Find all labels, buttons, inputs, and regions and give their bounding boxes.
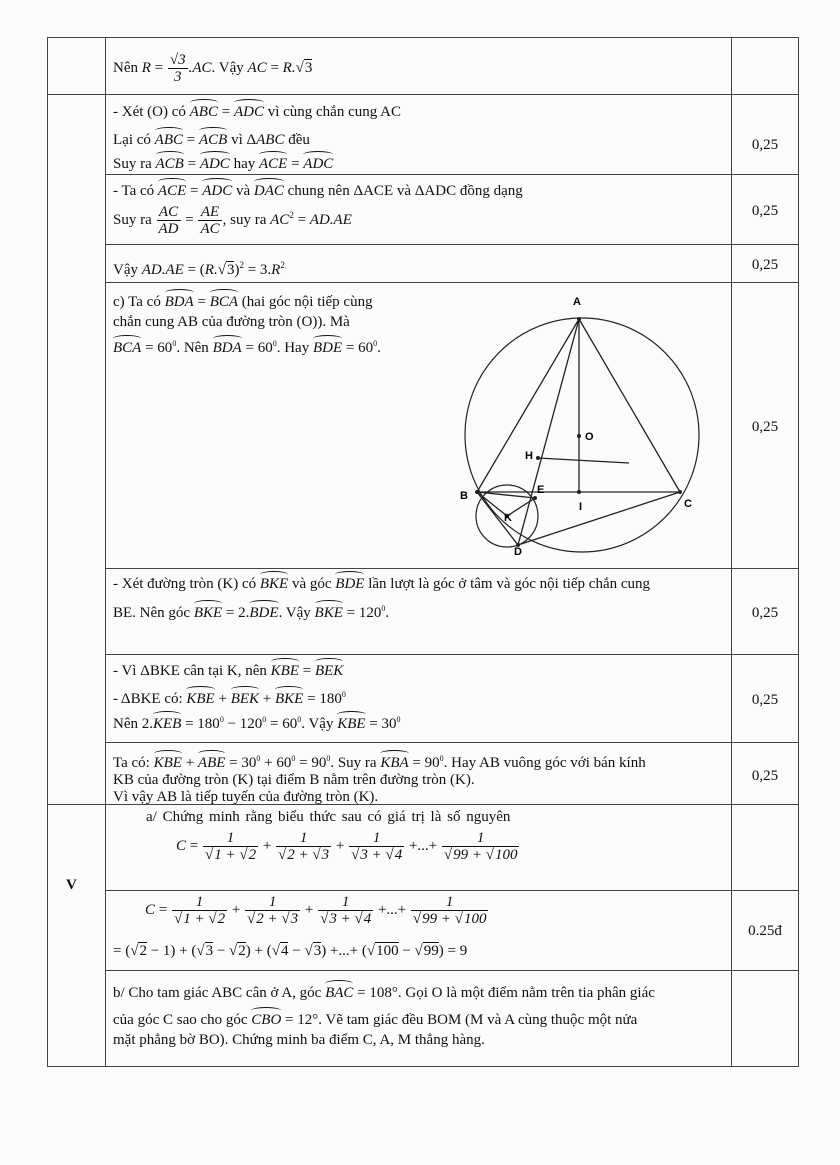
row-7-line-1: - Vì ΔBKE cân tại K, nên KBE = BEK [113, 663, 344, 679]
segment-ac [579, 319, 680, 492]
segment-be [477, 492, 535, 498]
row-10-score: 0.25đ [748, 923, 782, 939]
row-6-line-1: - Xét đường tròn (K) có BKE và góc BDE lần lượt là góc ở tâm và góc nội tiếp chắn cung [113, 576, 651, 592]
row-7-score: 0,25 [751, 692, 779, 708]
row-8-score: 0,25 [751, 768, 779, 784]
row-5-line-1: c) Ta có BDA = BCA (hai góc nội tiếp cùng [113, 294, 373, 310]
row-7-line-3: Nên $2.KEB = 180^0 - 120^0 = 60^0$. Vậy KBE = $30^0$ [113, 715, 401, 732]
label-c: C [684, 498, 692, 510]
segment-ho [538, 458, 629, 463]
label-h: H [525, 450, 533, 462]
row-8-line-3: Vì vậy AB là tiếp tuyến của đường tròn (K). [113, 789, 379, 805]
row-5-line-3: BCA = $60^0$. Nên BDA = $60^0$. Hay BDE = $60^0$. [113, 339, 381, 356]
row-11-line-2: của góc C sao cho góc CBO = 12°. Vẽ tam giác đều BOM (M và A cùng thuộc một nửa [113, 1012, 638, 1028]
row-10-expression: C = $\frac{1}{√1 + √2}$ + $\frac{1}{√2 + √3}$ + $\frac{1}{√3 + √4}$ +...+ $\frac{1}{√99 + √100}$ [145, 894, 487, 927]
row-6-score: 0,25 [751, 605, 779, 621]
row-5-line-2: chắn cung AB của đường tròn (O)). Mà [113, 314, 350, 330]
row-3-score: 0,25 [751, 203, 779, 219]
row-7-line-2: - ΔBKE có: KBE + BEK + BKE = $180^0$ [113, 690, 346, 707]
row-6-line-2: BE. Nên góc BKE = 2.BDE. Vậy BKE = $120^0$. [113, 604, 390, 621]
label-b: B [460, 490, 468, 502]
row-2-line-2: Lại có ABC = ACB vì ΔABC đều [113, 132, 310, 148]
row-2-line-1: - Xét (O) có ABC = ADC vì cùng chắn cung AC [113, 104, 402, 120]
row-5-score: 0,25 [751, 419, 779, 435]
row-3-line-2: Suy ra $\frac{AC}{AD}$ = $\frac{AE}{AC}$ , suy ra $AC^2 = AD.AE$ [113, 204, 352, 237]
row-8-line-1: Ta có: KBE + ABE = $30^0 + 60^0 = 90^0$. Suy ra KBA = $90^0$. Hay AB vuông góc với bán kính [113, 754, 646, 771]
row-8-line-2: KB của đường tròn (K) tại điểm B nằm trên đường tròn (K). [113, 772, 475, 788]
row-4-score: 0,25 [751, 257, 779, 273]
label-d: D [514, 546, 522, 558]
row-2-score: 0,25 [751, 137, 779, 153]
segment-ad [518, 319, 579, 545]
label-e: E [537, 484, 545, 496]
row-9-expression: C = $\frac{1}{√1 + √2}$ + $\frac{1}{√2 + √3}$ + $\frac{1}{√3 + √4}$ +...+ $\frac{1}{√99 + √100}$ [176, 830, 518, 863]
row-10-result: = (√2 − 1) + (√3 − √2) + (√4 − √3) +...+ (√100 − √99) = 9 [113, 943, 468, 959]
circle-o [465, 318, 699, 552]
segment-dc [518, 492, 680, 545]
label-o: O [585, 431, 594, 443]
row-2-line-3: Suy ra ACB = ADC hay ACE = ADC [113, 156, 334, 172]
label-i: I [579, 501, 583, 513]
row-9-intro: a/ Chứng minh rằng biểu thức sau có giá trị là số nguyên [146, 809, 511, 825]
row-4-content: Vậy $AD.AE = (R.√3)^2 = 3.R^2$ [113, 260, 285, 278]
segment-ab [477, 319, 579, 492]
label-a: A [573, 296, 581, 308]
row-11-line-1: b/ Cho tam giác ABC cân ở A, góc BAC = 108°. Gọi O là một điểm nằm trên tia phân giác [113, 985, 655, 1001]
row-11-line-3: mặt phẳng bờ BO). Chứng minh ba điểm C, A, M thẳng hàng. [113, 1032, 485, 1048]
geometry-figure [455, 293, 725, 563]
row-3-line-1: - Ta có ACE = ADC và DAC chung nên ΔACE và ΔADC đồng dạng [113, 183, 523, 199]
section-v-label: V [66, 877, 77, 893]
label-k: K [504, 512, 512, 524]
row-1-content: Nên R = $\frac{√3}{3}$ .AC. Vậy AC = R.√3 [113, 52, 313, 85]
